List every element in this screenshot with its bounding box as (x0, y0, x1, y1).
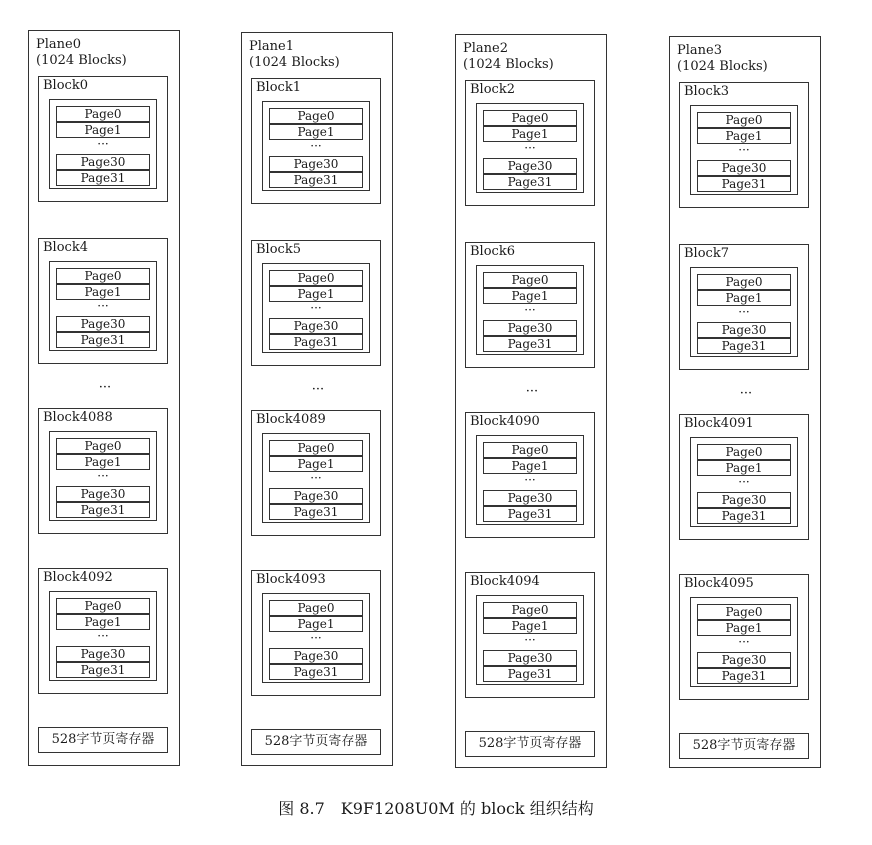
page-row: Page31 (56, 332, 150, 348)
page-row: Page1 (269, 124, 363, 140)
page-group (49, 99, 157, 189)
page-row: Page0 (56, 438, 150, 454)
page-row: Page0 (269, 108, 363, 124)
page-row: Page1 (697, 128, 791, 144)
page-group (476, 265, 584, 355)
block-label: Block4 (43, 240, 88, 255)
block-label: Block4092 (43, 570, 113, 585)
plane-title (677, 43, 768, 75)
page-row: Page1 (483, 288, 577, 304)
page-row: Page31 (697, 668, 791, 684)
page-row: Page30 (269, 156, 363, 172)
block-box (251, 570, 381, 696)
page-row: Page31 (697, 176, 791, 192)
block-box (38, 76, 168, 202)
plane-name: Plane3 (677, 43, 722, 58)
page-row: Page30 (269, 488, 363, 504)
page-row: Page1 (269, 286, 363, 302)
page-row: Page1 (56, 284, 150, 300)
block-label: Block6 (470, 244, 515, 259)
block-box (251, 240, 381, 366)
page-ellipsis: ··· (310, 139, 322, 153)
page-row: Page1 (483, 458, 577, 474)
page-group (690, 437, 798, 527)
page-group (262, 433, 370, 523)
page-group (476, 435, 584, 525)
page-row: Page1 (483, 618, 577, 634)
block-label: Block3 (684, 84, 729, 99)
page-row: Page31 (56, 662, 150, 678)
page-row: Page31 (56, 170, 150, 186)
page-row: Page31 (269, 334, 363, 350)
page-row: Page1 (56, 614, 150, 630)
page-row: Page0 (56, 268, 150, 284)
page-row: Page30 (56, 154, 150, 170)
page-row: Page0 (269, 600, 363, 616)
page-row: Page30 (697, 652, 791, 668)
page-ellipsis: ··· (738, 305, 750, 319)
page-row: Page31 (269, 664, 363, 680)
block-label: Block0 (43, 78, 88, 93)
block-label: Block4094 (470, 574, 540, 589)
page-register: 528字节页寄存器 (465, 731, 595, 757)
page-ellipsis: ··· (97, 137, 109, 151)
page-row: Page31 (483, 336, 577, 352)
block-label: Block4093 (256, 572, 326, 587)
block-box (465, 572, 595, 698)
page-row: Page30 (56, 316, 150, 332)
page-group (262, 593, 370, 683)
page-ellipsis: ··· (97, 469, 109, 483)
blocks-ellipsis: ··· (98, 380, 112, 395)
plane-block-count: (1024 Blocks) (249, 55, 340, 70)
plane-3 (669, 36, 821, 768)
page-row: Page0 (483, 110, 577, 126)
block-box (679, 82, 809, 208)
block-box (38, 568, 168, 694)
blocks-ellipsis: ··· (525, 384, 539, 399)
block-box (465, 80, 595, 206)
page-row: Page30 (56, 486, 150, 502)
page-group (49, 431, 157, 521)
plane-name: Plane1 (249, 39, 294, 54)
page-row: Page0 (697, 274, 791, 290)
page-row: Page30 (697, 492, 791, 508)
page-ellipsis: ··· (524, 473, 536, 487)
plane-name: Plane2 (463, 41, 508, 56)
page-row: Page0 (483, 602, 577, 618)
block-label: Block4089 (256, 412, 326, 427)
plane-name: Plane0 (36, 37, 81, 52)
page-row: Page30 (56, 646, 150, 662)
block-box (38, 238, 168, 364)
page-row: Page1 (269, 616, 363, 632)
page-ellipsis: ··· (310, 471, 322, 485)
page-group (476, 595, 584, 685)
page-row: Page31 (269, 172, 363, 188)
page-register: 528字节页寄存器 (38, 727, 168, 753)
page-group (476, 103, 584, 193)
page-row: Page1 (56, 122, 150, 138)
page-row: Page0 (56, 598, 150, 614)
page-ellipsis: ··· (97, 299, 109, 313)
page-row: Page1 (269, 456, 363, 472)
page-row: Page30 (483, 650, 577, 666)
page-row: Page31 (56, 502, 150, 518)
page-ellipsis: ··· (524, 303, 536, 317)
page-row: Page30 (697, 322, 791, 338)
block-label: Block1 (256, 80, 301, 95)
block-box (465, 412, 595, 538)
page-row: Page0 (483, 442, 577, 458)
plane-block-count: (1024 Blocks) (36, 53, 127, 68)
plane-title (463, 41, 554, 73)
page-row: Page0 (697, 604, 791, 620)
block-box (251, 410, 381, 536)
page-row: Page30 (269, 318, 363, 334)
page-register: 528字节页寄存器 (679, 733, 809, 759)
page-row: Page1 (697, 290, 791, 306)
block-label: Block4091 (684, 416, 754, 431)
page-ellipsis: ··· (738, 475, 750, 489)
block-label: Block4088 (43, 410, 113, 425)
page-group (49, 261, 157, 351)
block-box (679, 244, 809, 370)
plane-0 (28, 30, 180, 766)
page-row: Page0 (697, 112, 791, 128)
page-row: Page31 (483, 506, 577, 522)
plane-title (249, 39, 340, 71)
block-label: Block4095 (684, 576, 754, 591)
page-ellipsis: ··· (97, 629, 109, 643)
page-ellipsis: ··· (310, 631, 322, 645)
page-group (262, 101, 370, 191)
figure-caption: 图 8.7 K9F1208U0M 的 block 组织结构 (278, 799, 594, 818)
plane-block-count: (1024 Blocks) (463, 57, 554, 72)
page-row: Page1 (697, 460, 791, 476)
plane-1 (241, 32, 393, 766)
block-label: Block7 (684, 246, 729, 261)
page-row: Page30 (483, 158, 577, 174)
page-row: Page1 (483, 126, 577, 142)
page-row: Page31 (483, 174, 577, 190)
block-box (679, 414, 809, 540)
page-group (690, 105, 798, 195)
blocks-ellipsis: ··· (311, 382, 325, 397)
plane-2 (455, 34, 607, 768)
page-row: Page31 (697, 508, 791, 524)
page-ellipsis: ··· (524, 141, 536, 155)
page-ellipsis: ··· (738, 635, 750, 649)
plane-block-count: (1024 Blocks) (677, 59, 768, 74)
page-group (690, 267, 798, 357)
page-group (262, 263, 370, 353)
page-row: Page31 (483, 666, 577, 682)
page-row: Page31 (697, 338, 791, 354)
block-box (679, 574, 809, 700)
block-label: Block4090 (470, 414, 540, 429)
page-row: Page0 (56, 106, 150, 122)
page-row: Page0 (269, 440, 363, 456)
page-row: Page30 (483, 490, 577, 506)
page-register: 528字节页寄存器 (251, 729, 381, 755)
page-row: Page30 (269, 648, 363, 664)
page-row: Page30 (483, 320, 577, 336)
page-row: Page0 (483, 272, 577, 288)
block-box (38, 408, 168, 534)
block-box (465, 242, 595, 368)
page-row: Page1 (697, 620, 791, 636)
page-row: Page31 (269, 504, 363, 520)
page-row: Page0 (269, 270, 363, 286)
block-label: Block2 (470, 82, 515, 97)
page-row: Page30 (697, 160, 791, 176)
blocks-ellipsis: ··· (739, 386, 753, 401)
page-group (690, 597, 798, 687)
page-row: Page1 (56, 454, 150, 470)
page-row: Page0 (697, 444, 791, 460)
page-ellipsis: ··· (738, 143, 750, 157)
block-box (251, 78, 381, 204)
plane-title (36, 37, 127, 69)
page-ellipsis: ··· (524, 633, 536, 647)
page-group (49, 591, 157, 681)
page-ellipsis: ··· (310, 301, 322, 315)
block-label: Block5 (256, 242, 301, 257)
